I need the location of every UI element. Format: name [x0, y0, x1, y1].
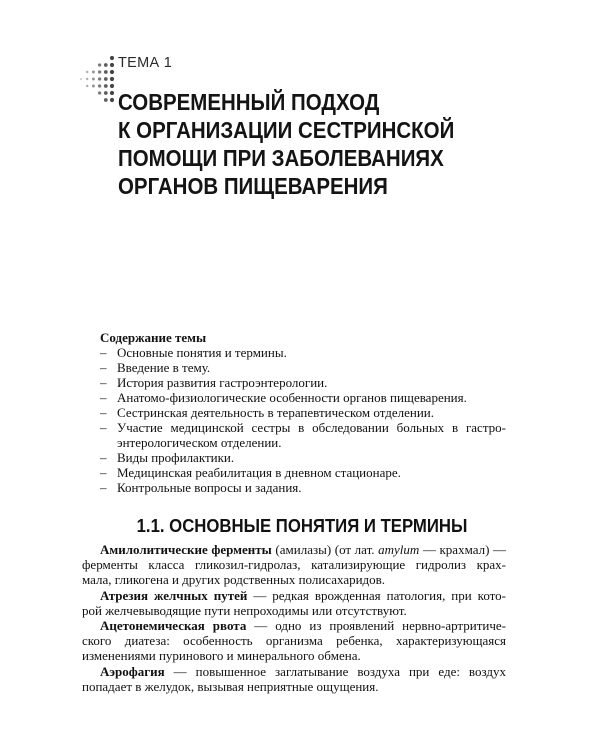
- ornament-dot: [86, 85, 88, 87]
- dot-ornament: [78, 52, 118, 108]
- list-item-text: Введение в тему.: [117, 360, 211, 375]
- list-item-text: Контрольные вопросы и задания.: [117, 480, 302, 495]
- list-item: [100, 450, 506, 465]
- ornament-dot: [98, 91, 101, 94]
- list-item-text: Анатомо-физиологические особенности органов пищеварения.: [117, 390, 467, 405]
- ornament-dot: [92, 71, 95, 74]
- ornament-dot: [104, 98, 108, 102]
- section-heading: 1.1. ОСНОВНЫЕ ПОНЯТИЯ И ТЕРМИНЫ: [136, 516, 468, 536]
- term-definition: — редкая врожденная патология, при кото-: [247, 587, 506, 603]
- term-definition: (амилазы) (от лат.: [271, 542, 379, 557]
- list-item-text: Медицинская реабилитация в дневном стационаре.: [117, 465, 401, 480]
- ornament-dot: [110, 63, 114, 67]
- list-item-text: Виды профилактики.: [117, 450, 235, 465]
- ornament-dot: [104, 63, 108, 67]
- list-item: [100, 465, 506, 480]
- ornament-dot: [86, 71, 88, 73]
- list-item: [100, 375, 506, 390]
- ornament-dot: [92, 85, 95, 88]
- glossary-entry-line: рой желчевыводящие пути непроходимы или отсутствуют.: [82, 602, 407, 618]
- glossary-entry-line: мала, гликогена и других родственных полисахаридов.: [82, 572, 386, 588]
- chapter-title: [118, 88, 454, 200]
- topic-contents: [100, 330, 506, 495]
- latin-word: amylum: [378, 542, 420, 557]
- title-line: ОРГАНОВ ПИЩЕВАРЕНИЯ: [118, 173, 388, 199]
- list-dash: –: [100, 405, 107, 420]
- list-dash: –: [100, 375, 107, 390]
- list-item: [100, 420, 506, 435]
- list-item-text: Основные понятия и термины.: [117, 345, 287, 360]
- title-line: ПОМОЩИ ПРИ ЗАБОЛЕВАНИЯХ: [118, 145, 444, 171]
- glossary-entry-first-line: [82, 588, 506, 603]
- ornament-dot: [104, 91, 108, 95]
- ornament-dot: [98, 63, 101, 66]
- ornament-dot: [92, 78, 95, 81]
- glossary-entry-first-line: [82, 542, 506, 557]
- ornament-dot: [110, 98, 114, 102]
- list-dash: –: [100, 480, 107, 495]
- ornament-dot: [98, 77, 101, 80]
- glossary-entry-line: ферменты класса гликозил-гидролаз, катализирующие гидролиз крах-: [82, 557, 506, 573]
- ornament-dot: [80, 78, 82, 80]
- theme-label: ТЕМА 1: [118, 55, 173, 71]
- glossary-entry-line: ского диатеза: особенность организма ребенка, характеризующаяся: [82, 633, 506, 649]
- term-definition: — одно из проявлений нервно-артритиче-: [246, 618, 506, 634]
- term-definition: — крахмал) —: [419, 542, 506, 557]
- list-item: [100, 390, 506, 405]
- list-item: [100, 360, 506, 375]
- list-dash: –: [100, 420, 107, 435]
- glossary-entry-line: попадает в желудок, вызывая неприятные ощущения.: [82, 678, 379, 694]
- ornament-dot: [98, 84, 101, 87]
- ornament-dot: [110, 91, 114, 95]
- list-dash: –: [100, 390, 107, 405]
- list-dash: –: [100, 345, 107, 360]
- glossary-entry-first-line: [82, 618, 506, 633]
- list-item-text: Сестринская деятельность в терапевтическом отделении.: [117, 405, 434, 420]
- ornament-dot: [104, 77, 108, 81]
- list-item: [100, 405, 506, 420]
- title-line: СОВРЕМЕННЫЙ ПОДХОД: [118, 89, 380, 115]
- term-definition: — повышенное заглатывание воздуха при еде: воздух: [164, 663, 506, 679]
- list-item: [100, 345, 506, 360]
- list-item-text: энтерологическом отделении.: [117, 435, 282, 450]
- ornament-dot: [86, 78, 88, 80]
- list-dash: –: [100, 450, 107, 465]
- list-item-text: История развития гастроэнтерологии.: [117, 375, 328, 390]
- term-name: Атрезия желчных путей: [100, 587, 248, 603]
- ornament-dot: [104, 70, 108, 74]
- glossary: [82, 542, 506, 694]
- ornament-dot: [110, 70, 114, 74]
- ornament-dot: [104, 84, 108, 88]
- ornament-dot: [110, 77, 114, 81]
- ornament-dot: [110, 56, 114, 60]
- title-line: К ОРГАНИЗАЦИИ СЕСТРИНСКОЙ: [118, 117, 455, 143]
- glossary-entry-first-line: [82, 664, 506, 679]
- term-name: Ацетонемическая рвота: [100, 618, 247, 634]
- list-item: [100, 480, 506, 495]
- list-item-text: Участие медицинской сестры в обследовании больных в гастро-: [117, 420, 506, 435]
- list-dash: –: [100, 465, 107, 480]
- ornament-dot: [110, 84, 114, 88]
- ornament-dot: [98, 70, 101, 73]
- list-item-continuation: [100, 435, 506, 450]
- contents-heading: Содержание темы: [100, 330, 207, 345]
- list-dash: –: [100, 360, 107, 375]
- term-name: Аэрофагия: [100, 663, 165, 679]
- glossary-entry-line: изменениями пуринового и минерального обмена.: [82, 648, 361, 664]
- term-name: Амилолитические ферменты: [100, 542, 272, 557]
